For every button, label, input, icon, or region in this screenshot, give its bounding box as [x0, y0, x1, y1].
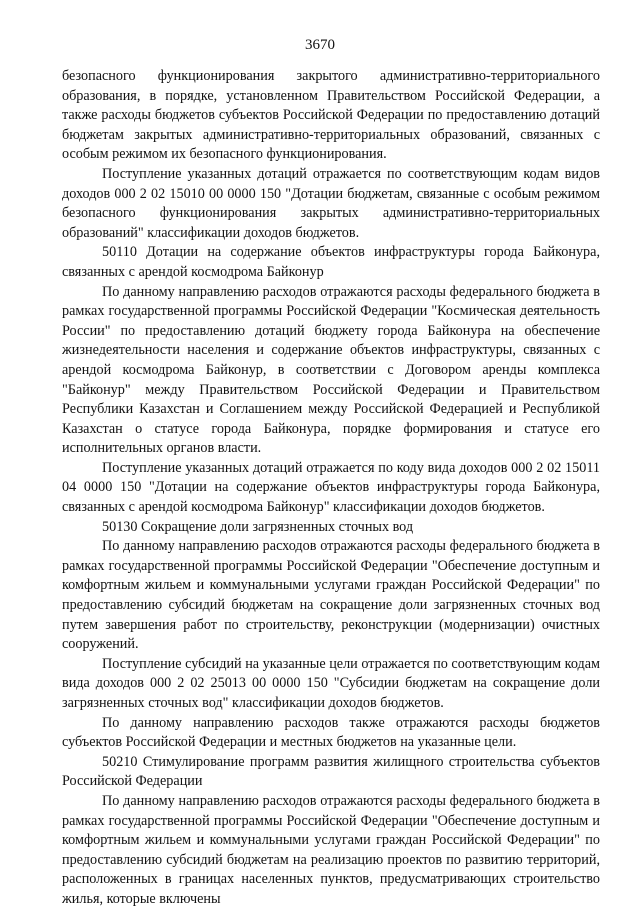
paragraph-50110-revenue-code: Поступление указанных дотаций отражается по коду вида доходов 000 2 02 15011 04 0000 150 "Дотации на содержание объектов инфраструктуры города Байконура, связанных с арендой космодрома Байконур" классификации доходов бюджетов.	[62, 459, 600, 516]
paragraph-50130-regional: По данному направлению расходов также отражаются расходы бюджетов субъектов Российской Федерации и местных бюджетов на указанные цели.	[62, 714, 600, 751]
page-number: 3670	[305, 37, 335, 53]
heading-50110: 50110 Дотации на содержание объектов инфраструктуры города Байконура, связанных с арендой космодрома Байконур	[62, 244, 600, 280]
heading-50130: 50130 Сокращение доли загрязненных сточных вод	[102, 518, 414, 535]
paragraph-50110-expenses: По данному направлению расходов отражаются расходы федерального бюджета в рамках государственной программы Российской Федерации "Космическая деятельность России" по предоставлению дотаций бюджету города Байконура на обеспечение жизнедеятельности населения и содержание объектов инфраструктуры, связанных с арендой космодрома Байконур, в соответствии с Договором аренды комплекса "Байконур" между Правительством Российской Федерации и Правительством Республики Казахстан и Соглашением между Российской Федерацией и Республикой Казахстан о статусе города Байконура, порядке формирования и статусе его исполнительных органов власти.	[62, 283, 600, 457]
heading-50210: 50210 Стимулирование программ развития жилищного строительства субъектов Российской Федерации	[62, 753, 600, 790]
paragraph-50210-expenses: По данному направлению расходов отражаются расходы федерального бюджета в рамках государственной программы Российской Федерации "Обеспечение доступным и комфортным жильем и коммунальными услугами граждан Российской Федерации" по предоставлению субсидий бюджетам на реализацию проектов по развитию территорий, расположенных в границах населенных пунктов, предусматривающих строительство жилья, которые включены	[62, 792, 600, 907]
paragraph-zato-expenses: безопасного функционирования закрытого административно-территориального образования, в порядке, установленном Правительством Российской Федерации, а также расходы бюджетов субъектов Российской Федерации по предоставлению дотаций бюджетам закрытых административно-территориальных образований, связанных с особым режимом их безопасного функционирования.	[62, 68, 600, 163]
paragraph-50130-expenses: По данному направлению расходов отражаются расходы федерального бюджета в рамках государственной программы Российской Федерации "Обеспечение доступным и комфортным жильем и коммунальными услугами граждан Российской Федерации" по предоставлению субсидий бюджетам на сокращение доли загрязненных сточных вод путем завершения работ по строительству, реконструкции (модернизации) очистных сооружений.	[62, 538, 600, 653]
paragraph-50130-revenue-code: Поступление субсидий на указанные цели отражается по соответствующим кодам вида доходов 000 2 02 25013 00 0000 150 "Субсидии бюджетам на сокращение доли загрязненных сточных вод" классификации доходов бюджетов.	[62, 655, 600, 711]
paragraph-zato-revenue-code: Поступление указанных дотаций отражается по соответствующим кодам видов доходов 000 2 02 15010 00 0000 150 "Дотации бюджетам, связанные с особым режимом безопасного функционирования закрытых административно-территориальных образований" классификации доходов бюджетов.	[62, 165, 600, 241]
document-body	[62, 67, 600, 910]
